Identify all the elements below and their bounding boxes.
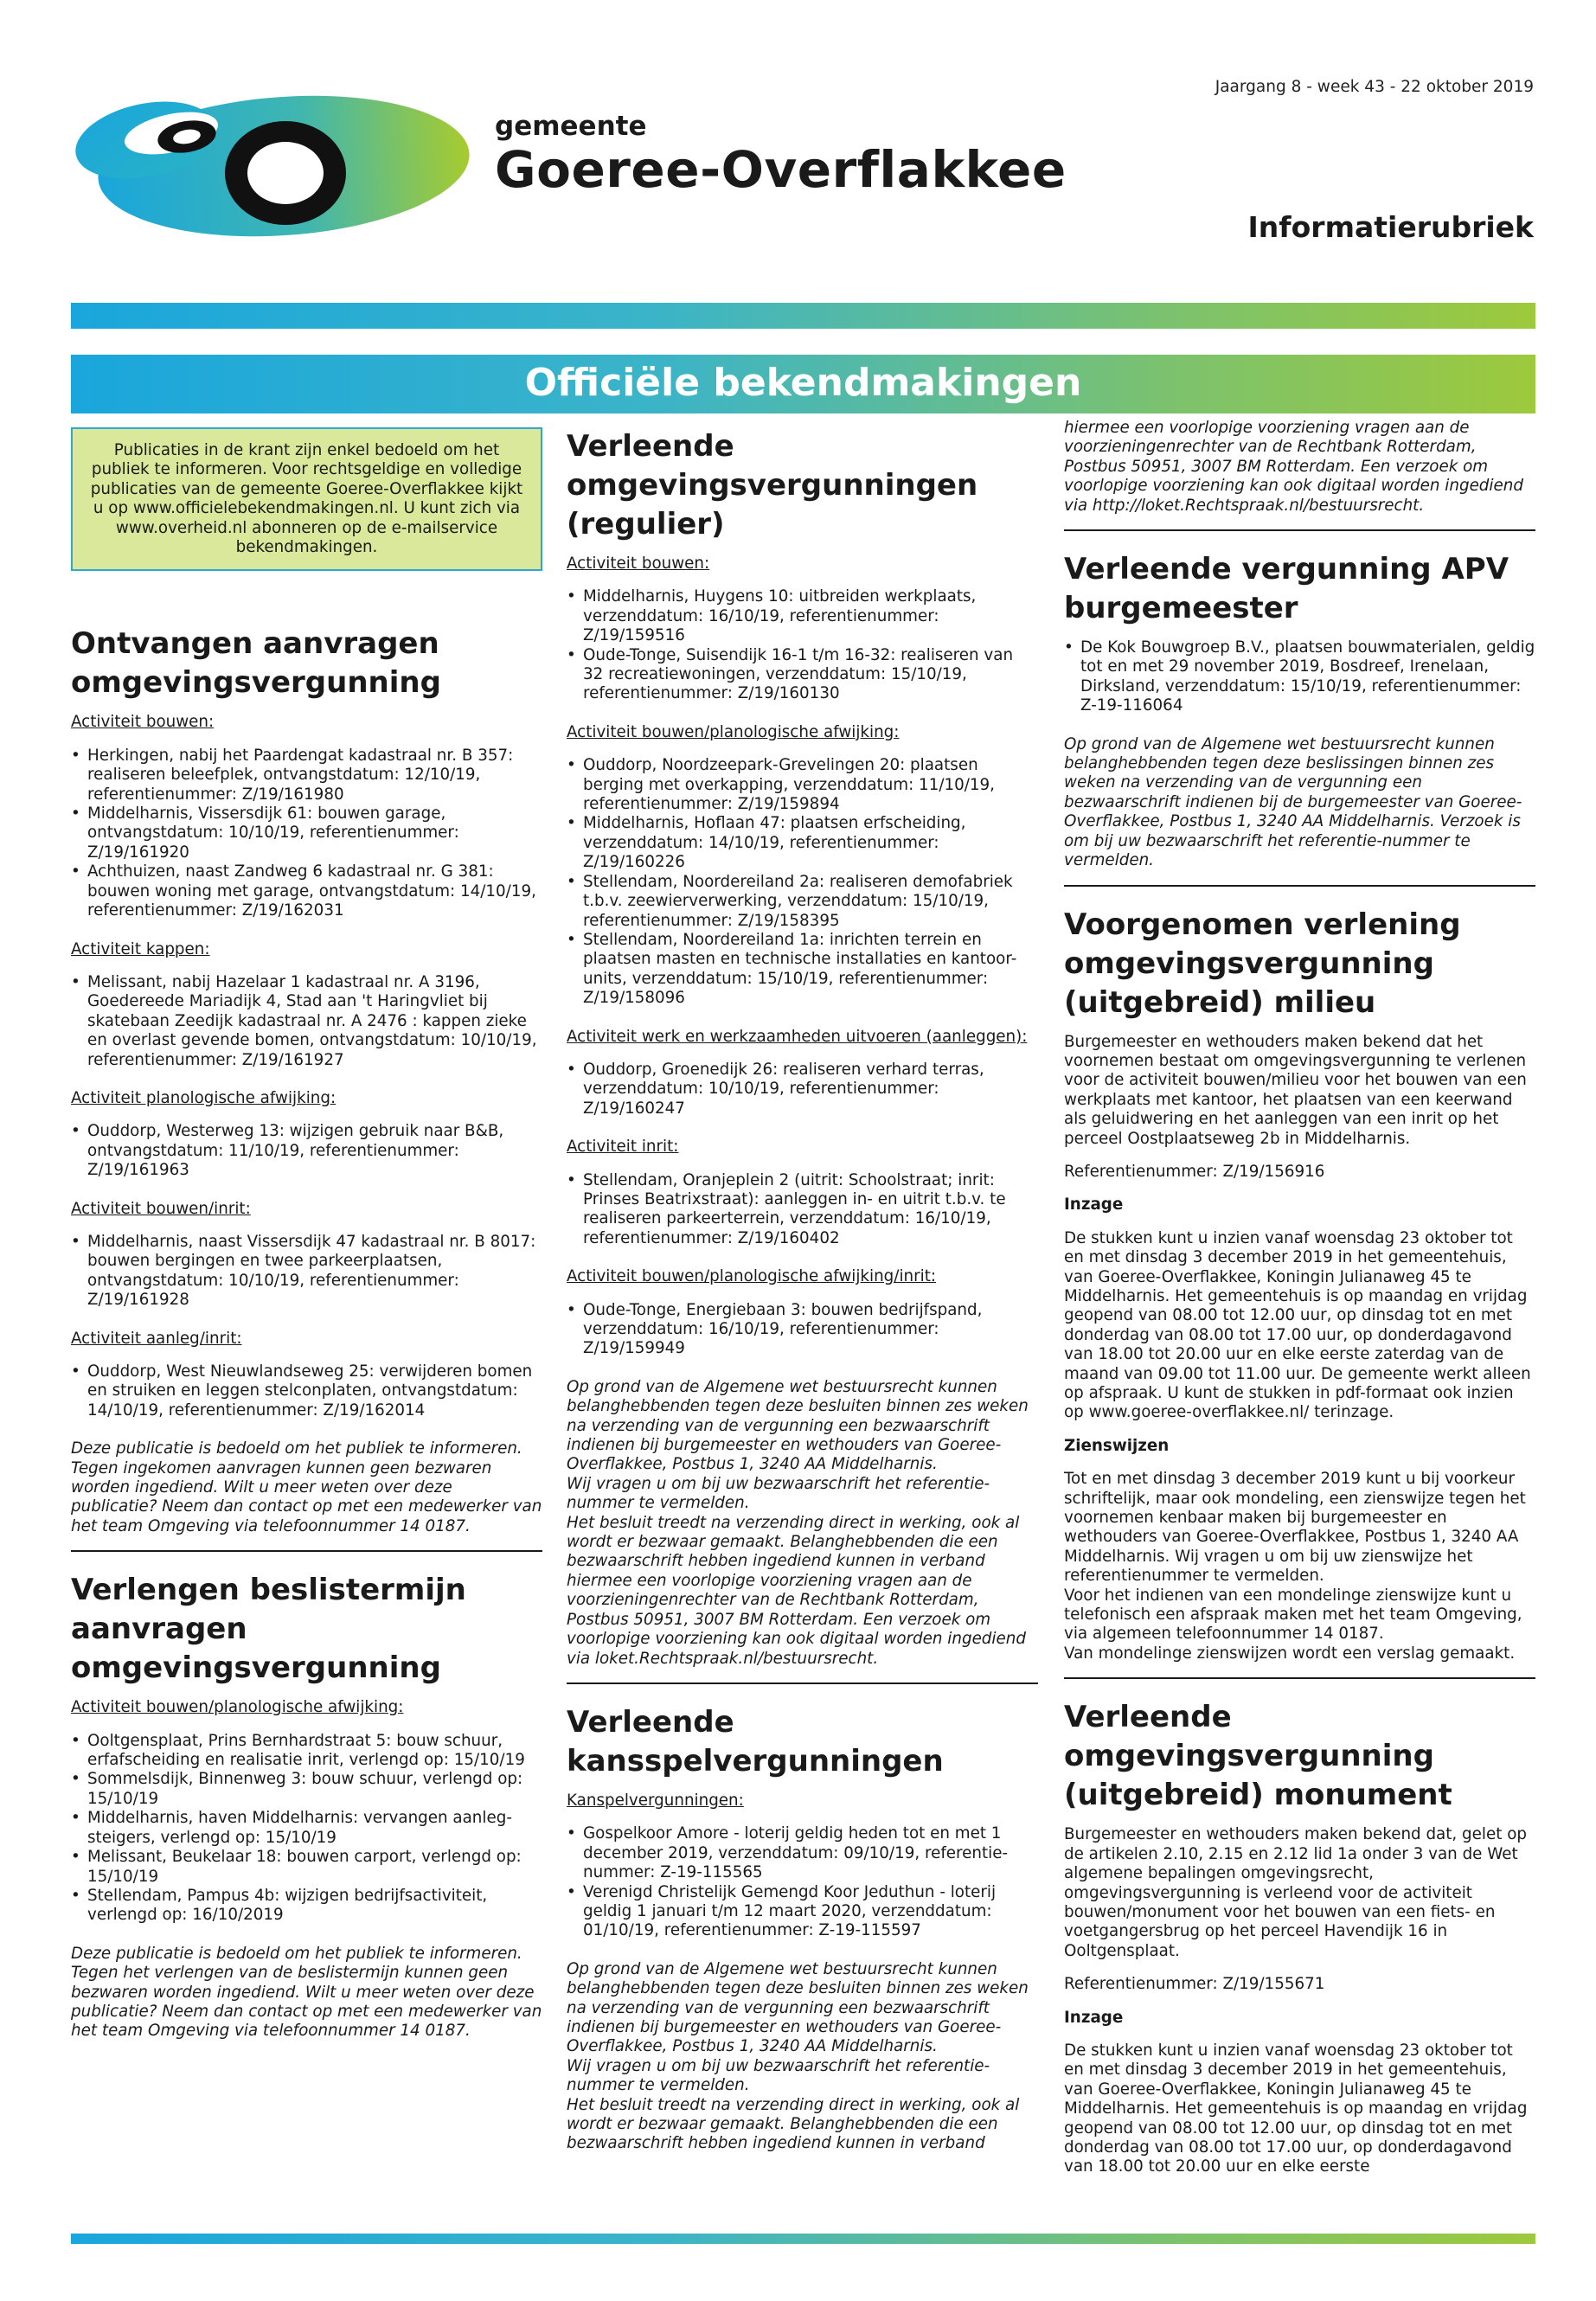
subheading: Activiteit bouwen/planologische afwijking/inrit: [567, 1267, 937, 1286]
subheading: Activiteit inrit: [567, 1138, 679, 1157]
subheading: Activiteit bouwen/inrit: [71, 1199, 251, 1218]
subheading: Kanspelvergunningen: [567, 1791, 744, 1810]
list [567, 1824, 1038, 1940]
label-inzage: Inzage [1064, 1195, 1124, 1215]
heading-ontvangen: Ontvangen aanvragen omgevingsvergunning [71, 626, 441, 701]
list [71, 747, 542, 921]
list-item: • Ouddorp, Westerweg 13: wijzigen gebruik naar B&B, ontvangstdatum: 11/10/19, referentienummer: Z/19/161963 [71, 1122, 542, 1180]
paragraph: Voor het indienen van een mondelinge zienswijze kunt u telefonisch een afspraak maken met het team Omgeving, via algemeen telefoonnummer 14 0187. [1064, 1586, 1522, 1644]
list [71, 1732, 542, 1926]
note: Op grond van de Algemene wet bestuursrecht kunnen belanghebbenden tegen deze besluiten binnen zes weken na verzending van de vergunning een bezwaarschrift indienen bij burgemeester en wethouders van Goeree-Overflakkee, Postbus 1, 3240 AA Middelharnis. [567, 1959, 1029, 2056]
note-continued: hiermee een voorlopige voorziening vragen aan de voorzieningenrechter van de Rechtbank Rotterdam, Postbus 50951, 3007 BM Rotterdam. Een verzoek om voorlopige voorziening kan ook digitaal worden ingediend via http://loket.Rechtspraak.nl/bestuursrecht. [1064, 419, 1523, 515]
list [71, 1122, 542, 1180]
paragraph: Burgemeester en wethouders maken bekend dat, gelet op de artikelen 2.10, 2.15 en 2.12 lid 1a onder 3 van de Wet algemene bepalingen omgevingsrecht, omgevingsvergunning is verleend voor de activiteit bouwen/monument voor het bouwen van een fiets- en voetgangersbrug op het perceel Havendijk 16 in Ooltgensplaat. [1064, 1825, 1527, 1960]
heading-monument: Verleende omgevingsvergunning (uitgebreid) monument [1064, 1700, 1452, 1813]
paragraph: De stukken kunt u inzien vanaf woensdag 23 oktober tot en met dinsdag 3 december 2019 in het gemeentehuis, van Goeree-Overflakkee, Koningin Julianaweg 45 te Middelharnis. Het gemeentehuis is op maandag en vrijdag geopend van 08.00 tot 12.00 uur, op dinsdag tot en met donderdag van 08.00 tot 17.00 uur, op donderdagavond van 18.00 tot 20.00 uur en elke eerste zaterdag van de maand van 09.00 tot 11.00 uur. De gemeente werkt alleen op afspraak. U kunt de stukken in pdf-formaat ook inzien op www.goeree-overflakkee.nl/ terinzage. [1064, 1228, 1531, 1422]
org-name-small: gemeente [495, 111, 647, 142]
list [567, 756, 1038, 1008]
column-2 [567, 427, 1038, 2168]
list-item: • Middelharnis, Vissersdijk 61: bouwen garage, ontvangstdatum: 10/10/19, referentienummer: Z/19/161920 [71, 804, 542, 862]
column-1 [71, 427, 542, 2055]
column-3 [1064, 419, 1535, 2191]
info-text: Publicaties in de krant zijn enkel bedoeld om het publiek te informeren. Voor rechtsgeldige en volledige publicaties van de gemeente Goeree-Overflakkee kijkt u op www.officielebekendmakingen.nl. U kunt zich via www.overheid.nl abonneren op de e-mailservice bekendmakingen. [90, 441, 523, 557]
gradient-bar [71, 303, 1535, 329]
subheading: Activiteit bouwen: [71, 713, 215, 732]
banner-title: Officiële bekendmakingen [524, 361, 1082, 405]
list-item: • Stellendam, Noordereiland 2a: realiseren demofabriek t.b.v. zeewierverwerking, verzenddatum: 15/10/19, referentienummer: Z/19/158395 [567, 873, 1038, 931]
note: Het besluit treedt na verzending direct in werking, ook al wordt er bezwaar gemaakt. Belanghebbenden die een bezwaarschrift hebben ingediend kunnen in verband [567, 2095, 1020, 2153]
subheading: Activiteit bouwen/planologische afwijking: [71, 1698, 404, 1717]
heading-milieu: Voorgenomen verlening omgevingsvergunning (uitgebreid) milieu [1064, 907, 1461, 1020]
list-item: • Ouddorp, Groenedijk 26: realiseren verhard terras, verzenddatum: 10/10/19, referentienummer: Z/19/160247 [567, 1061, 1038, 1118]
divider [1064, 529, 1535, 531]
list-item: • Middelharnis, haven Middelharnis: vervangen aanleg-steigers, verlengd op: 15/10/19 [71, 1809, 542, 1848]
reference: Referentienummer: Z/19/155671 [1064, 1975, 1325, 1994]
subheading: Activiteit werk en werkzaamheden uitvoeren (aanleggen): [567, 1027, 1028, 1046]
label-inzage: Inzage [1064, 2008, 1124, 2027]
list-item: • Melissant, Beukelaar 18: bouwen carport, verlengd op: 15/10/19 [71, 1848, 542, 1887]
list-item: • Sommelsdijk, Binnenweg 3: bouw schuur, verlengd op: 15/10/19 [71, 1770, 542, 1809]
note: Op grond van de Algemene wet bestuursrecht kunnen belanghebbenden tegen deze besluiten binnen zes weken na verzending van de vergunning een bezwaarschrift indienen bij burgemeester en wethouders van Goeree-Overflakkee, Postbus 1, 3240 AA Middelharnis. [567, 1377, 1029, 1474]
municipality-logo [67, 80, 474, 240]
list-item: • Oude-Tonge, Energiebaan 3: bouwen bedrijfspand, verzenddatum: 16/10/19, referentienummer: Z/19/159949 [567, 1301, 1038, 1359]
paragraph: Burgemeester en wethouders maken bekend dat het voornemen bestaat om omgevingsvergunning te verlenen voor de activiteit bouwen/milieu voor het bouwen van een werkplaats met kantoor, het plaatsen van een keerwand als geluidwering en het aanleggen van een inrit op het perceel Oostplaatseweg 2b in Middelharnis. [1064, 1032, 1527, 1148]
list [567, 1301, 1038, 1359]
section-label: Informatierubriek [1247, 210, 1534, 244]
paragraph: De stukken kunt u inzien vanaf woensdag 23 oktober tot en met dinsdag 3 december 2019 in het gemeentehuis, van Goeree-Overflakkee, Koningin Julianaweg 45 te Middelharnis. Het gemeentehuis is op maandag en vrijdag geopend van 08.00 tot 12.00 uur, op dinsdag tot en met donderdag van 08.00 tot 17.00 uur, op donderdagavond van 18.00 tot 20.00 uur en elke eerste [1064, 2041, 1528, 2176]
list [567, 1061, 1038, 1118]
list-item: • Herkingen, nabij het Paardengat kadastraal nr. B 357: realiseren beleefplek, ontvangstdatum: 12/10/19, referentienummer: Z/19/161980 [71, 747, 542, 804]
paragraph: Tot en met dinsdag 3 december 2019 kunt u bij voorkeur schriftelijk, maar ook mondeling, een zienswijze tegen het voornemen kenbaar maken bij burgemeester en wethouders van Goeree-Overflakkee, Postbus 1, 3240 AA Middelharnis. Wij vragen u om bij uw zienswijze het referentienummer te vermelden. [1064, 1470, 1526, 1586]
banner [71, 355, 1535, 413]
note: Het besluit treedt na verzending direct in werking, ook al wordt er bezwaar gemaakt. Belanghebbenden die een bezwaarschrift hebben ingediend kunnen in verband hiermee een voorlopige voorziening vragen aan de voorzieningenrechter van de Rechtbank Rotterdam, Postbus 50951, 3007 BM Rotterdam. Een verzoek om voorlopige voorziening kan ook digitaal worden ingediend via loket.Rechtspraak.nl/bestuursrecht. [567, 1513, 1026, 1668]
heading-kansspel: Verleende kansspelvergunningen [567, 1704, 944, 1779]
subheading: Activiteit planologische afwijking: [71, 1088, 337, 1107]
list [567, 1171, 1038, 1249]
heading-verlengen: Verlengen beslistermijn aanvragen omgevingsvergunning [71, 1573, 466, 1686]
divider [1064, 1677, 1535, 1679]
list [71, 1233, 542, 1311]
list-item: • Middelharnis, naast Vissersdijk 47 kadastraal nr. B 8017: bouwen bergingen en twee parkeerplaatsen, ontvangstdatum: 10/10/19, referentienummer: Z/19/161928 [71, 1233, 542, 1311]
list-item: • Middelharnis, Hoflaan 47: plaatsen erfscheiding, verzenddatum: 14/10/19, referentienummer: Z/19/160226 [567, 814, 1038, 872]
footer-bar [71, 2234, 1535, 2244]
heading-apv: Verleende vergunning APV burgemeester [1064, 552, 1509, 626]
subheading: Activiteit aanleg/inrit: [71, 1329, 242, 1348]
list-item: • Stellendam, Pampus 4b: wijzigen bedrijfsactiviteit, verlengd op: 16/10/2019 [71, 1887, 542, 1926]
list-item: • Stellendam, Noordereiland 1a: inrichten terrein en plaatsen masten en technische installaties en kantoor-units, verzenddatum: 15/10/19, referentienummer: Z/19/158096 [567, 931, 1038, 1009]
list [567, 587, 1038, 703]
subheading: Activiteit kappen: [71, 939, 210, 958]
list [71, 973, 542, 1070]
note: Wij vragen u om bij uw bezwaarschrift het referentie-nummer te vermelden. [567, 1474, 990, 1513]
divider [1064, 885, 1535, 887]
list-item: • Verenigd Christelijk Gemengd Koor Jeduthun - loterij geldig 1 januari t/m 12 maart 2020, verzenddatum: 01/10/19, referentienummer: Z-19-115597 [567, 1883, 1038, 1941]
label-zienswijzen: Zienswijzen [1064, 1436, 1170, 1455]
list-item: • Gospelkoor Amore - loterij geldig heden tot en met 1 december 2019, verzenddatum: 09/10/19, referentie-nummer: Z-19-115565 [567, 1824, 1038, 1882]
list [71, 1362, 542, 1420]
list-item: • De Kok Bouwgroep B.V., plaatsen bouwmaterialen, geldig tot en met 29 november 2019, Bosdreef, Irenelaan, Dirksland, verzenddatum: 15/10/19, referentienummer: Z-19-116064 [1064, 638, 1535, 716]
subheading: Activiteit bouwen: [567, 554, 710, 573]
paragraph: Van mondelinge zienswijzen wordt een verslag gemaakt. [1064, 1644, 1516, 1663]
divider [567, 1682, 1038, 1684]
note: Deze publicatie is bedoeld om het publiek te informeren. Tegen ingekomen aanvragen kunnen geen bezwaren worden ingediend. Wilt u meer weten over deze publicatie? Neem dan contact op met een medewerker van het team Omgeving via telefoonnummer 14 0187. [71, 1439, 542, 1535]
list-item: • Achthuizen, naast Zandweg 6 kadastraal nr. G 381: bouwen woning met garage, ontvangstdatum: 14/10/19, referentienummer: Z/19/162031 [71, 862, 542, 920]
subheading: Activiteit bouwen/planologische afwijking: [567, 722, 900, 741]
note: Wij vragen u om bij uw bezwaarschrift het referentie-nummer te vermelden. [567, 2056, 990, 2095]
list-item: • Middelharnis, Huygens 10: uitbreiden werkplaats, verzenddatum: 16/10/19, referentienummer: Z/19/159516 [567, 587, 1038, 645]
divider [71, 1550, 542, 1552]
note: Op grond van de Algemene wet bestuursrecht kunnen belanghebbenden tegen deze beslissingen binnen zes weken na verzending van de vergunning een bezwaarschrift indienen bij de burgemeester van Goeree-Overflakkee, Postbus 1, 3240 AA Middelharnis. Verzoek is om bij uw bezwaarschrift het referentie-nummer te vermelden. [1064, 734, 1522, 870]
reference: Referentienummer: Z/19/156916 [1064, 1162, 1325, 1181]
issue-line: Jaargang 8 - week 43 - 22 oktober 2019 [1215, 78, 1534, 96]
list-item: • Stellendam, Oranjeplein 2 (uitrit: Schoolstraat; inrit: Prinses Beatrixstraat): aanleggen in- en uitrit t.b.v. te realiseren parkeerterrein, verzenddatum: 16/10/19, referentienummer: Z/19/160402 [567, 1171, 1038, 1249]
list-item: • Oude-Tonge, Suisendijk 16-1 t/m 16-32: realiseren van 32 recreatiewoningen, verzenddatum: 15/10/19, referentienummer: Z/19/160130 [567, 646, 1038, 704]
list-item: • Ooltgensplaat, Prins Bernhardstraat 5: bouw schuur, erfafscheiding en realisatie inrit, verlengd op: 15/10/19 [71, 1732, 542, 1771]
list-item: • Ouddorp, West Nieuwlandseweg 25: verwijderen bomen en struiken en leggen stelconplaten, ontvangstdatum: 14/10/19, referentienummer: Z/19/162014 [71, 1362, 542, 1420]
note: Deze publicatie is bedoeld om het publiek te informeren. Tegen het verlengen van de beslistermijn kunnen geen bezwaren worden ingediend. Wilt u meer weten over deze publicatie? Neem dan contact op met een medewerker van het team Omgeving via telefoonnummer 14 0187. [71, 1944, 542, 2041]
heading-verleende-regulier: Verleende omgevingsvergunningen (regulier) [567, 429, 978, 542]
list-item: • Ouddorp, Noordzeepark-Grevelingen 20: plaatsen berging met overkapping, verzenddatum: 11/10/19, referentienummer: Z/19/159894 [567, 756, 1038, 814]
list-item: • Melissant, nabij Hazelaar 1 kadastraal nr. A 3196, Goedereede Mariadijk 4, Stad aan 't Haringvliet bij skatebaan Zeedijk kadastraal nr. A 2476 : kappen zieke en overlast gevende bomen, ontvangstdatum: 10/10/19, referentienummer: Z/19/161927 [71, 973, 542, 1070]
list [1064, 638, 1535, 716]
org-name: Goeree-Overflakkee [495, 140, 1067, 199]
info-box [71, 427, 542, 571]
